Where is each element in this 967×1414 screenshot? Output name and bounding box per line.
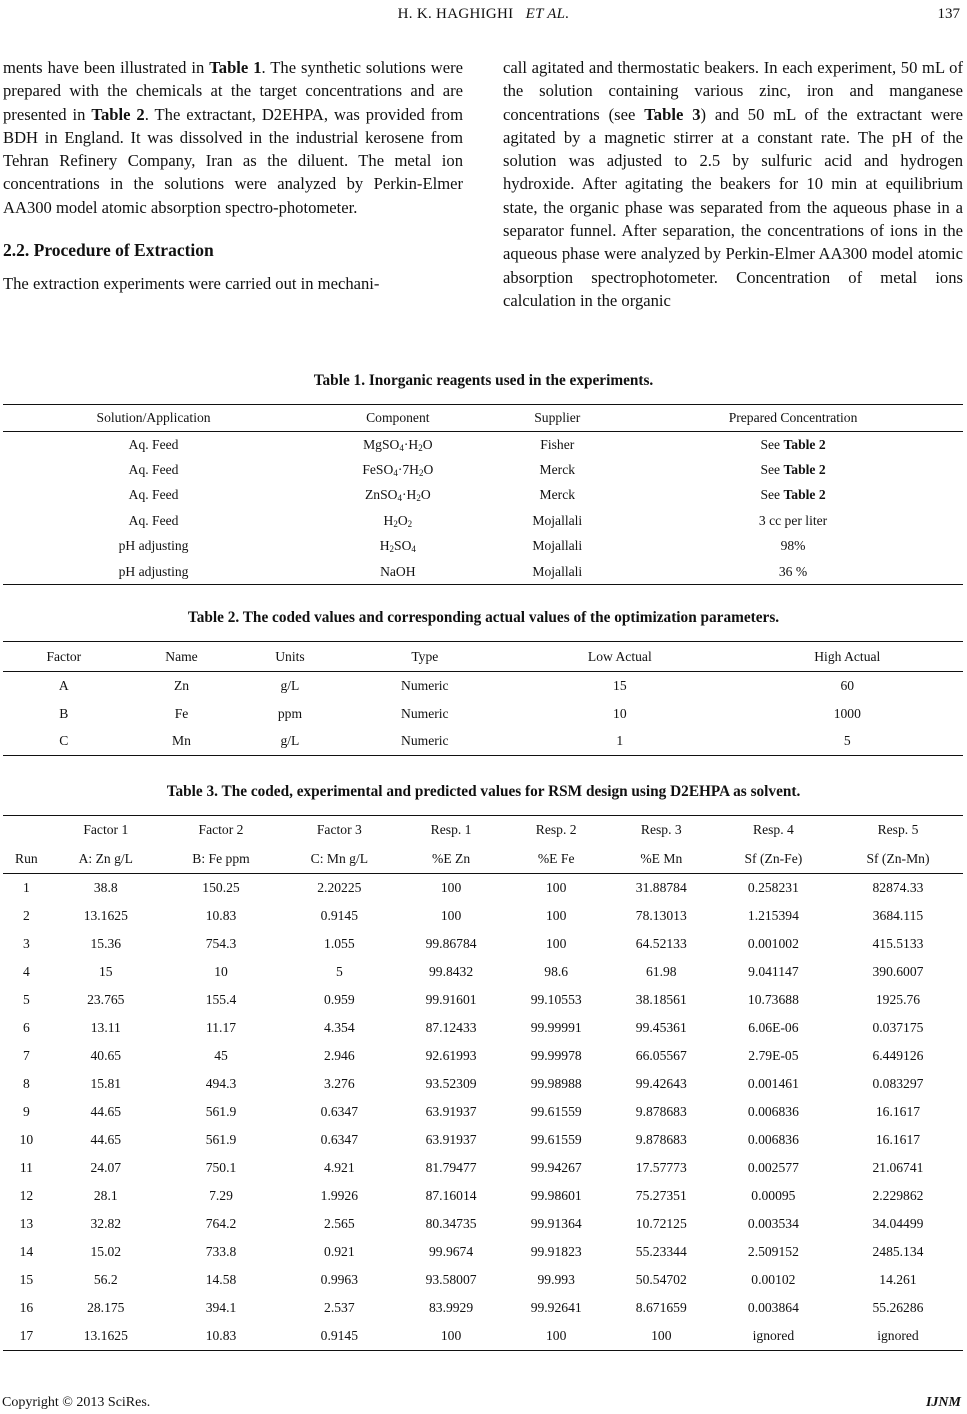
table-cell: Mojallali: [532, 538, 583, 554]
table-cell: 21.06741: [872, 1159, 924, 1175]
table-cell: 6: [22, 1019, 30, 1035]
table-cell: 415.5133: [872, 935, 924, 951]
table-cell: B: [59, 705, 69, 721]
table-row: [3, 958, 963, 986]
table-cell: 92.61993: [425, 1047, 477, 1063]
table3-body: [3, 874, 963, 1351]
table-cell: Zn: [173, 677, 190, 693]
table-cell: ignored: [833, 1322, 963, 1350]
header-authors: H. K. HAGHIGHI ET AL.: [397, 6, 570, 22]
table2-column-header: High Actual: [732, 642, 963, 672]
table3-column-header: [3, 816, 50, 845]
table-cell: 0.9145: [280, 1322, 398, 1350]
table-cell: Mojallali: [492, 559, 624, 585]
table-cell: 99.86784: [425, 935, 477, 951]
table-cell: 56.2: [93, 1272, 118, 1288]
table-cell: 28.175: [87, 1300, 125, 1316]
table-cell: Mojallali: [532, 512, 583, 528]
table3-column-header: Resp. 5: [833, 816, 963, 845]
table-cell: 155.4: [205, 991, 237, 1007]
table-cell: 10.83: [205, 907, 237, 923]
table-row: [3, 559, 963, 585]
table-cell: 99.98988: [530, 1075, 582, 1091]
table-cell: 394.1: [205, 1300, 237, 1316]
table-cell: NaOH: [304, 559, 491, 585]
table3-column-header: %E Zn: [399, 845, 504, 874]
table3-column-header: Factor 3: [280, 816, 398, 845]
table-cell: 63.91937: [425, 1131, 477, 1147]
table-cell: 10.72125: [635, 1216, 687, 1232]
table1-column-header: Component: [304, 405, 491, 432]
table3-column-header: Factor 1: [50, 816, 162, 845]
table-cell: 78.13013: [635, 907, 687, 923]
table-cell: 44.65: [90, 1131, 122, 1147]
subscript: 2: [418, 442, 423, 453]
table-cell: Aq. Feed: [128, 436, 179, 452]
table-cell: 10: [214, 963, 228, 979]
table1-column-header: Prepared Concentration: [623, 405, 963, 432]
table-cell: 0.001002: [747, 935, 799, 951]
table-cell: 64.52133: [635, 935, 687, 951]
table-cell: 3: [22, 935, 30, 951]
table-cell: 2.509152: [747, 1244, 799, 1260]
table-cell: 83.9929: [428, 1300, 474, 1316]
table-cell: 1925.76: [875, 991, 921, 1007]
table-cell: 16.1617: [875, 1103, 921, 1119]
table-cell: 38.18561: [635, 991, 687, 1007]
table-cell: C: [3, 728, 125, 756]
table-cell: 45: [214, 1047, 228, 1063]
table-cell: 10: [613, 705, 627, 721]
table-cell: 2.229862: [872, 1188, 924, 1204]
table-cell: 3.276: [324, 1075, 355, 1091]
table-cell: 98.6: [544, 963, 569, 979]
table-cell: 13.1625: [83, 907, 128, 923]
table-cell: 733.8: [205, 1244, 237, 1260]
table-cell: Numeric: [342, 728, 509, 756]
subscript: 4: [399, 442, 404, 453]
table-cell: 15: [98, 963, 113, 979]
table-row: [3, 457, 963, 483]
table-cell: See Table 2: [760, 461, 826, 477]
table-cell: 50.54702: [635, 1272, 687, 1288]
subscript: 2: [407, 518, 413, 529]
table-cell: 2.20225: [317, 879, 362, 895]
table-cell: Merck: [539, 487, 576, 503]
table-cell: 4: [22, 963, 30, 979]
table3-caption: Table 3. The coded, experimental and predicted values for RSM design using D2EHPA as solvent.: [166, 783, 801, 800]
table-cell: Mn: [125, 728, 239, 756]
table2: [3, 641, 963, 756]
left-paragraph-2: The extraction experiments were carried out in mechani-: [3, 274, 380, 294]
table-cell: 1: [508, 728, 731, 756]
table-cell: 15: [613, 677, 627, 693]
table3-column-header: B: Fe ppm: [162, 845, 280, 874]
table-cell: 0.00095: [751, 1188, 796, 1204]
table-cell: 99.98601: [530, 1188, 582, 1204]
table-cell: 2485.134: [872, 1244, 924, 1260]
table-cell: pH adjusting: [3, 559, 304, 585]
table-row: [3, 1014, 963, 1042]
table-cell: $H_2O_2$: [383, 512, 413, 529]
table-row: [3, 1210, 963, 1238]
table-cell: 11: [19, 1159, 33, 1175]
subscript: 2: [418, 467, 424, 478]
table-cell: 99.42643: [635, 1075, 687, 1091]
table-cell: 80.34735: [425, 1216, 477, 1232]
table3-column-header: Resp. 2: [504, 816, 609, 845]
table-cell: 98%: [780, 538, 806, 554]
left-paragraph-1: ments have been illustrated in Table 1. The synthetic solutions were prepared with the chemicals at the target concentrations and are presented in Table 2. The extractant, D2EHPA, was provided from BDH in England. It was dissolved in the industrial kerosene from Tehran Refinery Company, Iran as the diluent. The metal ion concentrations in the solutions were analyzed by Perkin-Elmer AA300 model atomic absorption spectro-photometer.: [3, 58, 463, 217]
table-cell: 0.006836: [747, 1103, 799, 1119]
table2-column-header: Factor: [3, 642, 125, 672]
table-cell: 99.92641: [530, 1300, 582, 1316]
table-cell: g/L: [238, 728, 341, 756]
table-cell: 5: [732, 728, 963, 756]
table-cell: 0.037175: [872, 1019, 924, 1035]
table-cell: 0.959: [324, 991, 355, 1007]
table-cell: 13: [19, 1216, 34, 1232]
bold-ref: Table 1: [209, 58, 262, 77]
table-cell: 14.261: [879, 1272, 917, 1288]
table-cell: 5: [335, 963, 343, 979]
table-cell: 63.91937: [425, 1103, 477, 1119]
table-cell: 10.73688: [747, 991, 799, 1007]
table-cell: Aq. Feed: [128, 512, 179, 528]
table-cell: 99.99978: [530, 1047, 582, 1063]
table-cell: 0.9145: [320, 907, 359, 923]
table-cell: 7: [22, 1047, 30, 1063]
table-cell: g/L: [280, 677, 300, 693]
section-heading: 2.2. Procedure of Extraction: [3, 240, 214, 261]
table-cell: $H_2SO_4$: [379, 538, 416, 555]
table2-column-header: Name: [125, 642, 239, 672]
table-row: [3, 534, 963, 560]
table-cell: 0.006836: [747, 1131, 799, 1147]
table1-header-row: [3, 405, 963, 432]
table-cell: 99.94267: [530, 1159, 582, 1175]
copyright: Copyright © 2013 SciRes.: [2, 1395, 151, 1410]
table-cell: 24.07: [90, 1159, 122, 1175]
table-cell: Numeric: [401, 705, 449, 721]
table-cell: 764.2: [205, 1216, 237, 1232]
table-cell: 99.91364: [530, 1216, 582, 1232]
table-cell: 15: [19, 1272, 34, 1288]
table-cell: Numeric: [401, 677, 449, 693]
table-cell: ppm: [277, 705, 303, 721]
table-cell: 99.9674: [428, 1244, 474, 1260]
table-cell: $FeSO_4\cdot 7H_2O$: [362, 461, 434, 478]
table-cell: 32.82: [90, 1216, 122, 1232]
subscript: 2: [416, 493, 421, 504]
table-row: [3, 874, 963, 902]
table-cell: 16.1617: [875, 1131, 921, 1147]
table2-caption: Table 2. The coded values and corresponding actual values of the optimization parameters.: [187, 609, 780, 626]
table3-column-header: C: Mn g/L: [280, 845, 398, 874]
table-cell: 2.79E-05: [748, 1047, 799, 1063]
table3-column-header: Run: [3, 845, 50, 874]
table-cell: 61.98: [645, 963, 677, 979]
table-cell: 66.05567: [635, 1047, 687, 1063]
bold-ref: Table 3: [644, 104, 701, 124]
running-header: [0, 6, 967, 28]
table-cell: 0.258231: [747, 879, 799, 895]
table3-header-row-2: [3, 845, 963, 874]
table-cell: 17.57773: [635, 1159, 687, 1175]
table-cell: 93.52309: [425, 1075, 477, 1091]
table3-column-header: %E Mn: [609, 845, 714, 874]
table-row: [3, 1238, 963, 1266]
table-cell: Aq. Feed: [128, 487, 179, 503]
table-cell: 99.91601: [425, 991, 477, 1007]
table-cell: 87.16014: [425, 1188, 477, 1204]
table-cell: Merck: [539, 461, 576, 477]
table3-column-header: %E Fe: [504, 845, 609, 874]
table-cell: 8.671659: [635, 1300, 687, 1316]
table-cell: 1.215394: [747, 907, 799, 923]
table-cell: Fe: [174, 705, 189, 721]
table-cell: 1: [22, 879, 30, 895]
table-cell: 40.65: [90, 1047, 122, 1063]
table-cell: See Table 2: [760, 436, 826, 452]
table2-column-header: Low Actual: [508, 642, 731, 672]
table-cell: 75.27351: [635, 1188, 687, 1204]
table-cell: 17: [3, 1322, 50, 1350]
subscript: 4: [411, 544, 416, 555]
table-cell: 55.26286: [872, 1300, 924, 1316]
table-cell: 494.3: [205, 1075, 237, 1091]
table-cell: 9.878683: [635, 1103, 687, 1119]
bold-ref: Table 2: [783, 461, 826, 477]
table-cell: 36 %: [623, 559, 963, 585]
table3-column-header: Resp. 4: [714, 816, 833, 845]
table-cell: 60: [840, 677, 855, 693]
table-cell: 12: [19, 1188, 34, 1204]
table-cell: 100: [440, 907, 462, 923]
table-cell: 0.921: [324, 1244, 355, 1260]
left-column: [3, 56, 463, 296]
table-cell: 9.878683: [635, 1131, 687, 1147]
table-cell: 14.58: [205, 1272, 237, 1288]
table-row: [3, 930, 963, 958]
journal-name: IJNM: [925, 1395, 961, 1410]
table-cell: 34.04499: [872, 1216, 924, 1232]
table-cell: 28.1: [93, 1188, 118, 1204]
table-row: [3, 902, 963, 930]
table3-column-header: Factor 2: [162, 816, 280, 845]
table-cell: 0.003534: [747, 1216, 799, 1232]
table-cell: $MgSO_4\cdot H_2O$: [363, 436, 433, 453]
table2-header-row: [3, 642, 963, 672]
table-cell: 0.001461: [747, 1075, 799, 1091]
table-row: [3, 483, 963, 509]
table-cell: 4.354: [324, 1019, 355, 1035]
table-cell: 99.91823: [530, 1244, 582, 1260]
table-cell: 561.9: [205, 1103, 237, 1119]
table-cell: 561.9: [205, 1131, 237, 1147]
table-cell: 390.6007: [872, 963, 924, 979]
table-cell: 23.765: [87, 991, 125, 1007]
table-cell: 15.81: [90, 1075, 122, 1091]
subscript: 2: [389, 544, 395, 555]
table-row: [3, 1126, 963, 1154]
table-cell: 100: [545, 907, 567, 923]
table-cell: 99.61559: [530, 1131, 582, 1147]
table-cell: 99.8432: [428, 963, 474, 979]
subscript: 4: [397, 493, 402, 504]
table1-body: [3, 432, 963, 585]
table-cell: 100: [545, 879, 567, 895]
table-row: [3, 508, 963, 534]
table-row: [3, 1098, 963, 1126]
table3-column-header: Resp. 1: [399, 816, 504, 845]
table-cell: 55.23344: [635, 1244, 687, 1260]
bold-ref: Table 2: [783, 436, 826, 452]
table-cell: 13.11: [90, 1019, 121, 1035]
table-cell: 754.3: [205, 935, 237, 951]
table-cell: Fisher: [540, 436, 575, 452]
table-cell: 10.83: [162, 1322, 280, 1350]
table-cell: 2: [22, 907, 30, 923]
table-row: [3, 1322, 963, 1350]
table-cell: 99.993: [537, 1272, 575, 1288]
table-cell: 81.79477: [425, 1159, 477, 1175]
table3-column-header: Sf (Zn-Mn): [833, 845, 963, 874]
table-cell: 3 cc per liter: [758, 512, 828, 528]
table-row: [3, 986, 963, 1014]
table-cell: 0.6347: [320, 1131, 359, 1147]
table-cell: 0.00102: [751, 1272, 796, 1288]
table-cell: 4.921: [324, 1159, 355, 1175]
table-cell: 15.02: [90, 1244, 122, 1260]
table3-header-row-1: [3, 816, 963, 845]
table-cell: 44.65: [90, 1103, 122, 1119]
table-cell: 2.565: [324, 1216, 355, 1232]
table-cell: A: [58, 677, 69, 693]
table3: [3, 815, 963, 1351]
table-cell: 100: [440, 879, 462, 895]
table-row: [3, 432, 963, 458]
table-cell: 1.055: [324, 935, 355, 951]
table-cell: 9: [22, 1103, 30, 1119]
table1-caption: Table 1. Inorganic reagents used in the experiments.: [313, 372, 654, 389]
table3-column-header: Sf (Zn-Fe): [714, 845, 833, 874]
page-number: 137: [937, 6, 960, 22]
bold-ref: Table 2: [783, 487, 826, 503]
table-row: [3, 728, 963, 756]
table-row: [3, 700, 963, 728]
table2-column-header: Units: [238, 642, 341, 672]
table-row: [3, 1070, 963, 1098]
table-cell: 99.10553: [530, 991, 582, 1007]
table-cell: See Table 2: [760, 487, 826, 503]
subscript: 2: [393, 518, 398, 529]
table-cell: 11.17: [205, 1019, 237, 1035]
table-row: [3, 1266, 963, 1294]
table-cell: 750.1: [205, 1159, 237, 1175]
table-cell: 99.99991: [530, 1019, 582, 1035]
table-cell: 100: [504, 1322, 609, 1350]
table-cell: 99.61559: [530, 1103, 582, 1119]
table2-body: [3, 672, 963, 756]
table-cell: 0.6347: [320, 1103, 359, 1119]
table-cell: 14: [19, 1244, 34, 1260]
subscript: 4: [393, 467, 398, 478]
table-cell: 0.9963: [320, 1272, 359, 1288]
table-cell: 100: [399, 1322, 504, 1350]
table-cell: 31.88784: [635, 879, 687, 895]
bold-ref: Table 2: [91, 104, 145, 124]
table-cell: $ZnSO_4\cdot H_2O$: [364, 487, 431, 504]
table3-column-header: A: Zn g/L: [50, 845, 162, 874]
table-cell: pH adjusting: [118, 538, 189, 554]
table-row: [3, 1182, 963, 1210]
table-row: [3, 1154, 963, 1182]
table-cell: 100: [545, 935, 567, 951]
table-cell: 13.1625: [50, 1322, 162, 1350]
table-row: [3, 1042, 963, 1070]
table-cell: 1000: [833, 705, 861, 721]
table-cell: 99.45361: [635, 1019, 687, 1035]
table-cell: 8: [22, 1075, 30, 1091]
table-cell: 9.041147: [748, 963, 799, 979]
table2-column-header: Type: [342, 642, 509, 672]
table-cell: 2.946: [324, 1047, 355, 1063]
table-cell: 6.449126: [872, 1047, 924, 1063]
table-cell: 1.9926: [320, 1188, 359, 1204]
table-cell: 2.537: [324, 1300, 355, 1316]
table-cell: 3684.115: [872, 907, 924, 923]
table-cell: 6.06E-06: [748, 1019, 799, 1035]
table-cell: 150.25: [202, 879, 240, 895]
table-cell: 0.083297: [872, 1075, 924, 1091]
right-column: [503, 56, 963, 312]
table1-column-header: Solution/Application: [3, 405, 304, 432]
table-cell: 93.58007: [425, 1272, 477, 1288]
table-cell: 0.003864: [747, 1300, 799, 1316]
table-cell: 100: [609, 1322, 714, 1350]
table3-column-header: Resp. 3: [609, 816, 714, 845]
table-cell: 7.29: [209, 1188, 233, 1204]
table-cell: 82874.33: [872, 879, 924, 895]
table1-column-header: Supplier: [492, 405, 624, 432]
table-row: [3, 1294, 963, 1322]
table-cell: 5: [22, 991, 30, 1007]
table-cell: 38.8: [93, 879, 118, 895]
table-cell: 15.36: [90, 935, 122, 951]
table-cell: Aq. Feed: [128, 461, 179, 477]
table-cell: 10: [19, 1131, 34, 1147]
table-cell: ignored: [714, 1322, 833, 1350]
right-paragraph-1: call agitated and thermostatic beakers. In each experiment, 50 mL of the solution containing various zinc, iron and manganese concentrations (see Table 3) and 50 mL of the extractant were agitated by a magnetic stirrer at a constant rate. The pH of the solution was adjusted to 2.5 by sulfuric acid and hydrogen hydroxide. After agitating the beakers for 10 min at equilibrium state, the organic phase was separated from the aqueous phase in a separator funnel. After separation, the concentrations of ions in the aqueous phase were analyzed by Perkin-Elmer AA300 model atomic absorption spectrophotometer. Concentration of metal ions calculation in the organic: [503, 58, 963, 310]
table-cell: 16: [19, 1300, 34, 1316]
header-etal: ET AL.: [525, 6, 570, 22]
table-row: [3, 672, 963, 700]
table-cell: 87.12433: [425, 1019, 477, 1035]
table1: [3, 404, 963, 585]
table-cell: 0.002577: [747, 1159, 799, 1175]
